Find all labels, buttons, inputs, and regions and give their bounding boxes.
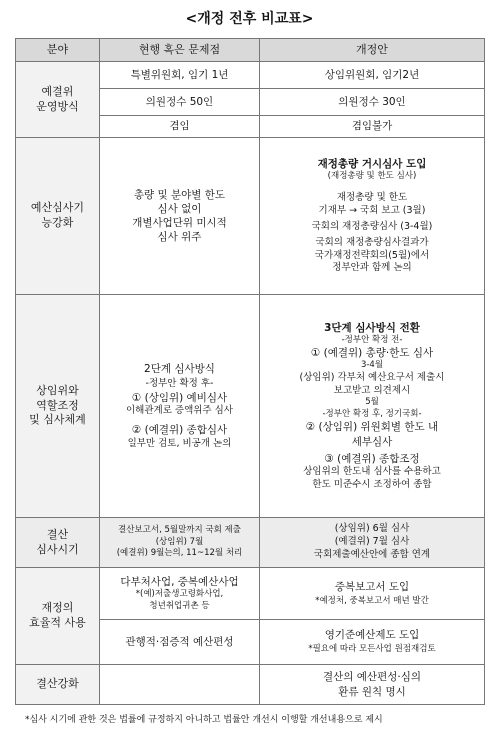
- current-cell: 관행적·점증적 예산편성: [100, 620, 260, 665]
- header-category: 분야: [16, 39, 100, 62]
- current-cell: 겸임: [100, 116, 260, 138]
- category-cell: 상임위와 역할조정 및 심사체계: [16, 295, 100, 518]
- header-current: 현행 혹은 문제점: [100, 39, 260, 62]
- category-cell: 예산심사기 능강화: [16, 138, 100, 295]
- revised-cell: 3단계 심사방식 전환 -정부안 확정 전- ① (예결위) 총량·한도 심사 3-4월 (상임위) 각부처 예산요구서 제출시 보고받고 의견제시 5월 -정부안 확정 후, 정기국회- ② (상임위) 위원회별 한도 내 세부심사 ③ (예결위) 종합조정 상임위의 한도내 심사를 수용하고 한도 미준수시 조정하여 종합: [260, 295, 485, 518]
- table-row: [16, 295, 485, 518]
- current-cell: 결산보고서, 5월말까지 국회 제출 (상임위) 7월 (예결위) 9월는의, 11~12월 처리: [100, 518, 260, 568]
- current-cell: 총량 및 분야별 한도 심사 없이 개별사업단위 미시적 심사 위주: [100, 138, 260, 295]
- header-revised: 개정안: [260, 39, 485, 62]
- current-cell: 다부처사업, 중복예산사업 *(예)저출생고령화사업, 청년취업귀촌 등: [100, 568, 260, 620]
- category-cell: 결산강화: [16, 665, 100, 705]
- table-row: [16, 518, 485, 568]
- revised-cell: 상임위원회, 임기2년: [260, 62, 485, 89]
- table-row: [16, 568, 485, 620]
- revised-cell: (상임위) 6월 심사 (예결위) 7월 심사 국회제출예산안에 종합 연계: [260, 518, 485, 568]
- header-row: [16, 39, 485, 62]
- revised-cell: 결산의 예산편성·심의 환류 원칙 명시: [260, 665, 485, 705]
- current-cell: 의원정수 50인: [100, 89, 260, 116]
- revised-cell: 영기준예산제도 도입 *필요에 따라 모든사업 원점재검토: [260, 620, 485, 665]
- comparison-table: [15, 38, 485, 705]
- current-cell: 2단계 심사방식 -정부안 확정 후- ① (상임위) 예비심사 이해관계로 증액위주 심사 ② (예결위) 종합심사 일부만 검토, 비공개 논의: [100, 295, 260, 518]
- page-title: <개정 전후 비교표>: [185, 11, 314, 27]
- current-cell: [100, 665, 260, 705]
- footnote: *심사 시기에 관한 것은 법률에 규정하지 아니하고 법률안 개선시 이행할 개선내용으로 제시: [25, 715, 383, 725]
- category-cell: 결산 심사시기: [16, 518, 100, 568]
- table-row: [16, 138, 485, 295]
- current-cell: 특별위원회, 임기 1년: [100, 62, 260, 89]
- revised-cell: 의원정수 30인: [260, 89, 485, 116]
- table-row: [16, 62, 485, 89]
- table-row: [16, 665, 485, 705]
- revised-cell: 중복보고서 도입 *예정처, 중복보고서 매년 발간: [260, 568, 485, 620]
- revised-cell: 재정총량 거시심사 도입 (재정총량 및 한도 심사) 재정총량 및 한도 기재부 → 국회 보고 (3월) 국회의 재정총량심사 (3-4월) 국회의 재정총량심사결과가 국가재정전략회의(5월)에서 정부안과 함께 논의: [260, 138, 485, 295]
- category-cell: 재정의 효율적 사용: [16, 568, 100, 665]
- revised-cell: 겸임불가: [260, 116, 485, 138]
- category-cell: 예결위 운영방식: [16, 62, 100, 138]
